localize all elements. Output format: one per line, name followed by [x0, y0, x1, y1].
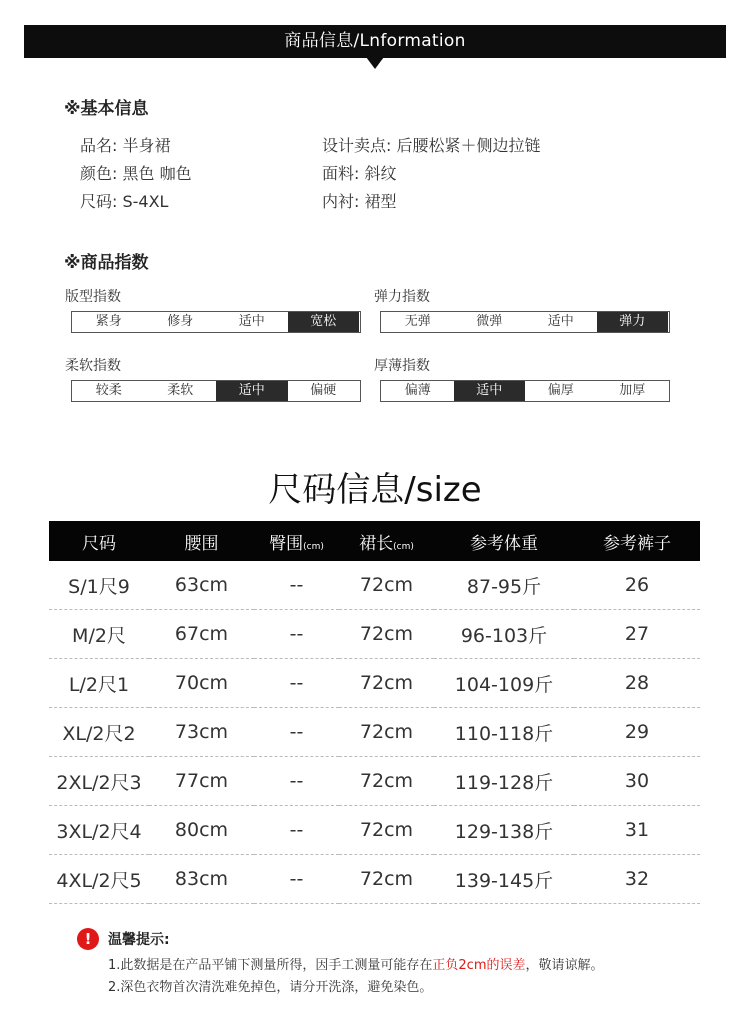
- cell-length: 72cm: [339, 855, 434, 904]
- softness-index-label: 柔软指数: [65, 358, 121, 374]
- fit-index-label: 版型指数: [65, 289, 121, 305]
- cell-size: 2XL/2尺3: [49, 757, 149, 806]
- tip-line-2: 2.深色衣物首次清洗难免掉色，请分开洗涤，避免染色。: [108, 980, 433, 995]
- cell-size: 4XL/2尺5: [49, 855, 149, 904]
- cell-length: 72cm: [339, 659, 434, 708]
- thickness-option: 适中: [454, 381, 526, 401]
- warning-icon: !: [77, 928, 99, 950]
- thickness-option: 偏薄: [404, 383, 431, 398]
- cell-size: S/1尺9: [49, 561, 149, 610]
- tips-title: 温馨提示:: [108, 932, 170, 948]
- softness-index-bar: [71, 380, 361, 402]
- cell-pants: 31: [574, 806, 700, 855]
- thickness-index-label: 厚薄指数: [374, 358, 430, 374]
- cell-size: 3XL/2尺4: [49, 806, 149, 855]
- cell-waist: 77cm: [149, 757, 254, 806]
- cell-hip: --: [254, 610, 339, 659]
- size-table-header: [49, 521, 700, 561]
- header-ref-pants: 参考裤子: [603, 533, 671, 554]
- table-row: [49, 757, 700, 806]
- cell-length: 72cm: [339, 610, 434, 659]
- cell-weight: 119-128斤: [434, 757, 574, 806]
- header-pointer-triangle: [366, 57, 384, 69]
- softness-option: 偏硬: [310, 383, 337, 398]
- product-name: 品名: 半身裙: [80, 136, 171, 155]
- cell-hip: --: [254, 855, 339, 904]
- cell-pants: 28: [574, 659, 700, 708]
- fabric: 面料: 斜纹: [322, 164, 397, 183]
- cell-length: 72cm: [339, 757, 434, 806]
- cell-weight: 104-109斤: [434, 659, 574, 708]
- elasticity-option: 无弹: [404, 314, 431, 329]
- header-ref-weight: 参考体重: [470, 533, 538, 554]
- cell-waist: 70cm: [149, 659, 254, 708]
- elasticity-option: 弹力: [597, 312, 669, 332]
- cell-waist: 80cm: [149, 806, 254, 855]
- cell-waist: 73cm: [149, 708, 254, 757]
- cell-size: M/2尺: [49, 610, 149, 659]
- cell-pants: 27: [574, 610, 700, 659]
- size-table: [49, 521, 700, 904]
- lining: 内衬: 裙型: [322, 192, 397, 211]
- table-row: [49, 855, 700, 904]
- table-row: [49, 561, 700, 610]
- cell-weight: 87-95斤: [434, 561, 574, 610]
- cell-waist: 63cm: [149, 561, 254, 610]
- header-hip: 臀围(cm): [269, 533, 324, 554]
- header-waist: 腰围: [184, 533, 219, 554]
- elasticity-index-bar: [380, 311, 670, 333]
- cell-pants: 26: [574, 561, 700, 610]
- tip-highlight: 正负2cm的误差: [432, 958, 526, 973]
- softness-option: 柔软: [167, 383, 194, 398]
- table-row: [49, 659, 700, 708]
- thickness-option: 加厚: [619, 383, 646, 398]
- thickness-option: 偏厚: [547, 383, 574, 398]
- fit-option: 适中: [238, 314, 265, 329]
- cell-hip: --: [254, 561, 339, 610]
- fit-option: 紧身: [95, 314, 122, 329]
- cell-size: L/2尺1: [49, 659, 149, 708]
- fit-option: 修身: [167, 314, 194, 329]
- elasticity-index-label: 弹力指数: [374, 289, 430, 305]
- elasticity-option: 微弹: [476, 314, 503, 329]
- cell-length: 72cm: [339, 708, 434, 757]
- cell-waist: 83cm: [149, 855, 254, 904]
- size-info-title: 尺码信息/size: [268, 470, 482, 510]
- cell-weight: 139-145斤: [434, 855, 574, 904]
- cell-waist: 67cm: [149, 610, 254, 659]
- basic-info-title: ※基本信息: [64, 99, 149, 119]
- cell-length: 72cm: [339, 561, 434, 610]
- table-row: [49, 708, 700, 757]
- table-row: [49, 806, 700, 855]
- fit-index-bar: [71, 311, 361, 333]
- cell-hip: --: [254, 757, 339, 806]
- cell-size: XL/2尺2: [49, 708, 149, 757]
- product-size-range: 尺码: S-4XL: [80, 192, 169, 211]
- cell-pants: 29: [574, 708, 700, 757]
- tip-line-1: 1.此数据是在产品平铺下测量所得，因手工测量可能存在正负2cm的误差，敬请谅解。: [108, 958, 604, 973]
- softness-option: 较柔: [95, 383, 122, 398]
- cell-hip: --: [254, 806, 339, 855]
- cell-weight: 110-118斤: [434, 708, 574, 757]
- cell-hip: --: [254, 708, 339, 757]
- thickness-index-bar: [380, 380, 670, 402]
- cell-weight: 96-103斤: [434, 610, 574, 659]
- section-header-information: 商品信息/Lnformation: [24, 25, 726, 58]
- cell-weight: 129-138斤: [434, 806, 574, 855]
- product-color: 颜色: 黑色 咖色: [80, 164, 192, 183]
- product-index-title: ※商品指数: [64, 253, 149, 273]
- header-size: 尺码: [82, 533, 116, 554]
- cell-pants: 32: [574, 855, 700, 904]
- elasticity-option: 适中: [547, 314, 574, 329]
- fit-option: 宽松: [288, 312, 360, 332]
- cell-hip: --: [254, 659, 339, 708]
- cell-length: 72cm: [339, 806, 434, 855]
- table-row: [49, 610, 700, 659]
- cell-pants: 30: [574, 757, 700, 806]
- softness-option: 适中: [216, 381, 288, 401]
- design-feature: 设计卖点: 后腰松紧＋侧边拉链: [322, 136, 541, 155]
- header-skirt-length: 裙长(cm): [359, 533, 414, 554]
